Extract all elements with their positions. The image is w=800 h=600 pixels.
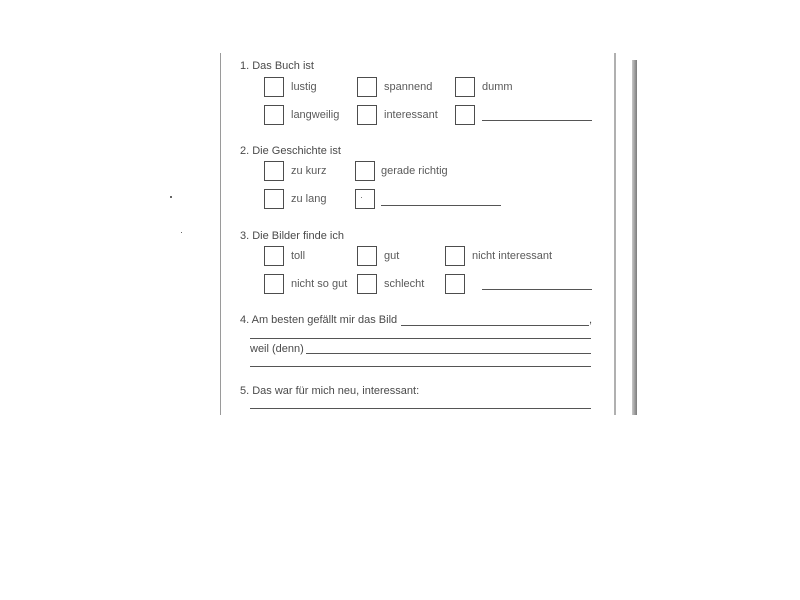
option-lustig: lustig xyxy=(291,81,317,93)
option-interessant: interessant xyxy=(384,109,438,121)
option-gut: gut xyxy=(384,250,400,262)
option-dumm: dumm xyxy=(482,81,513,93)
scanned-worksheet xyxy=(160,50,640,415)
checkbox-schlecht[interactable] xyxy=(357,274,377,294)
option-nicht-interessant: nicht interessant xyxy=(472,250,553,262)
checkbox-lustig[interactable] xyxy=(264,77,284,97)
left-margin-rule xyxy=(220,53,221,415)
checkbox-gut[interactable] xyxy=(357,246,377,266)
option-spannend: spannend xyxy=(384,81,433,93)
checkbox-nicht-so-gut[interactable] xyxy=(264,274,284,294)
option-schlecht: schlecht xyxy=(384,278,425,290)
write-in-line-q5[interactable] xyxy=(250,408,591,409)
scan-speck xyxy=(170,196,172,198)
option-gerade-richtig: gerade richtig xyxy=(381,165,448,177)
write-in-line-q1[interactable] xyxy=(482,120,592,121)
checkbox-gerade-richtig[interactable] xyxy=(355,161,375,181)
checkbox-nicht-interessant[interactable] xyxy=(445,246,465,266)
checkbox-dumm[interactable] xyxy=(455,77,475,97)
checkbox-spannend[interactable] xyxy=(357,77,377,97)
write-in-line-q4-bild[interactable] xyxy=(401,325,589,326)
checkbox-interessant[interactable] xyxy=(357,105,377,125)
question-4-comma: , xyxy=(589,314,593,326)
because-label: weil (denn) xyxy=(250,343,304,355)
question-1-title: 1. Das Buch ist xyxy=(240,60,314,72)
question-4-title: 4. Am besten gefällt mir das Bild xyxy=(240,314,398,326)
checkbox-other-q2[interactable] xyxy=(355,189,375,209)
right-margin-rule xyxy=(614,53,616,415)
checkbox-zu-kurz[interactable] xyxy=(264,161,284,181)
checkbox-zu-lang[interactable] xyxy=(264,189,284,209)
write-in-line-q4-a[interactable] xyxy=(250,338,591,339)
option-zu-kurz: zu kurz xyxy=(291,165,327,177)
checkbox-langweilig[interactable] xyxy=(264,105,284,125)
question-2-title: 2. Die Geschichte ist xyxy=(240,145,341,157)
option-zu-lang: zu lang xyxy=(291,193,327,205)
page-edge-shadow xyxy=(632,60,637,415)
question-5-title: 5. Das war für mich neu, interessant: xyxy=(240,385,420,397)
option-langweilig: langweilig xyxy=(291,109,340,121)
option-nicht-so-gut: nicht so gut xyxy=(291,278,348,290)
box-mark: · xyxy=(360,192,363,202)
write-in-line-q4-b[interactable] xyxy=(250,366,591,367)
option-toll: toll xyxy=(291,250,306,262)
checkbox-other-q1[interactable] xyxy=(455,105,475,125)
checkbox-other-q3[interactable] xyxy=(445,274,465,294)
write-in-line-q3[interactable] xyxy=(482,289,592,290)
question-3-title: 3. Die Bilder finde ich xyxy=(240,230,344,242)
scan-speck xyxy=(181,232,182,233)
checkbox-toll[interactable] xyxy=(264,246,284,266)
write-in-line-q2[interactable] xyxy=(381,205,501,206)
write-in-line-q4-weil[interactable] xyxy=(306,353,591,354)
